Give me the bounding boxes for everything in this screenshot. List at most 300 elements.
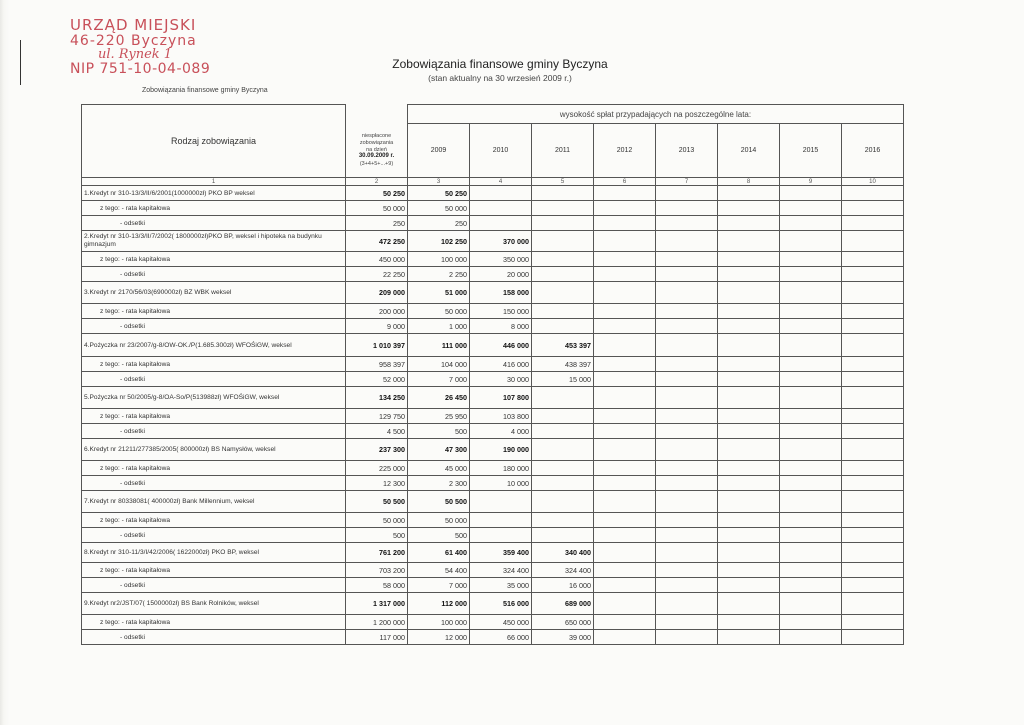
value-cell [656,424,718,439]
table-row-sub [82,357,904,372]
item-sublabel: z tego: - rata kapitałowa [82,513,346,528]
value-cell: 111 000 [408,334,470,357]
table-row-sub [82,319,904,334]
value-cell: 340 400 [532,543,594,563]
value-cell [780,201,842,216]
value-cell: 50 500 [408,491,470,513]
year-header: 2010 [470,124,532,178]
value-cell: 158 000 [470,282,532,304]
value-cell [656,304,718,319]
value-cell [532,319,594,334]
value-cell [718,216,780,231]
value-cell: 100 000 [408,252,470,267]
value-cell [656,357,718,372]
value-cell: 453 397 [532,334,594,357]
value-cell [656,543,718,563]
value-cell [780,578,842,593]
value-cell [470,186,532,201]
item-sublabel: - odsetki [82,319,346,334]
value-cell [718,513,780,528]
column-index-row: 1 2 3 4 5 6 7 8 9 10 [82,178,904,186]
value-cell [842,593,904,615]
table-row-sub [82,630,904,645]
value-cell [842,282,904,304]
table-row-sub [82,304,904,319]
value-cell [842,216,904,231]
value-cell: 50 000 [408,513,470,528]
value-cell: 4 000 [470,424,532,439]
value-cell: 8 000 [470,319,532,334]
value-cell: 15 000 [532,372,594,387]
value-cell [718,528,780,543]
value-cell [842,267,904,282]
table-row-sub [82,372,904,387]
value-cell: 958 397 [346,357,408,372]
value-cell: 9 000 [346,319,408,334]
value-cell [718,439,780,461]
value-cell [780,563,842,578]
value-cell [532,387,594,409]
value-cell [780,387,842,409]
value-cell [718,387,780,409]
value-cell [718,334,780,357]
table-row-sub [82,424,904,439]
value-cell [532,513,594,528]
value-cell [842,372,904,387]
table-row-sub [82,563,904,578]
value-cell: 438 397 [532,357,594,372]
value-cell: 103 800 [470,409,532,424]
table-row-sub [82,252,904,267]
value-cell [594,387,656,409]
table-row-sub [82,201,904,216]
item-sublabel: - odsetki [82,372,346,387]
item-name: 7.Kredyt nr 80338081( 400000zł) Bank Millennium, weksel [82,491,346,513]
value-cell [594,357,656,372]
item-sublabel: - odsetki [82,216,346,231]
value-cell [656,267,718,282]
value-cell [470,491,532,513]
value-cell [842,424,904,439]
value-cell [594,304,656,319]
value-cell [594,563,656,578]
outstanding-header: niespłacone zobowiązania na dzień 30.09.2009 r. (3+4+5+...+9) [346,124,408,178]
value-cell: 102 250 [408,231,470,252]
value-cell [594,439,656,461]
item-name: 1.Kredyt nr 310-13/3/II/6/2001(1000000zł) PKO BP weksel [82,186,346,201]
item-name: 6.Kredyt nr 21211/277385/2005( 800000zł) BS Namysłów, weksel [82,439,346,461]
item-sublabel: z tego: - rata kapitałowa [82,615,346,630]
value-cell [532,282,594,304]
value-cell [842,513,904,528]
value-cell [656,461,718,476]
value-cell [780,231,842,252]
value-cell [780,372,842,387]
value-cell [656,615,718,630]
value-cell [780,528,842,543]
value-cell: 450 000 [346,252,408,267]
value-cell [718,357,780,372]
value-cell: 1 000 [408,319,470,334]
value-cell [532,409,594,424]
value-cell: 45 000 [408,461,470,476]
value-cell [656,231,718,252]
value-cell [780,216,842,231]
stamp-line-3: ul. Rynek 1 [98,47,173,63]
value-cell [656,387,718,409]
table-row-sub [82,409,904,424]
value-cell [594,216,656,231]
value-cell: 47 300 [408,439,470,461]
value-cell [656,513,718,528]
value-cell: 26 450 [408,387,470,409]
value-cell: 250 [346,216,408,231]
table-row-item [82,543,904,563]
value-cell: 703 200 [346,563,408,578]
value-cell [718,186,780,201]
value-cell [656,216,718,231]
group-header: wysokość spłat przypadających na poszczególne lata: [408,105,904,124]
value-cell [532,252,594,267]
value-cell: 35 000 [470,578,532,593]
value-cell: 51 000 [408,282,470,304]
table-row-sub [82,615,904,630]
value-cell: 516 000 [470,593,532,615]
value-cell: 200 000 [346,304,408,319]
value-cell [594,201,656,216]
value-cell [842,439,904,461]
item-sublabel: z tego: - rata kapitałowa [82,409,346,424]
value-cell [594,593,656,615]
table-row-sub [82,528,904,543]
value-cell [532,216,594,231]
value-cell [842,615,904,630]
value-cell: 129 750 [346,409,408,424]
value-cell [842,578,904,593]
value-cell: 150 000 [470,304,532,319]
value-cell: 4 500 [346,424,408,439]
document-subheader: Zobowiązania finansowe gminy Byczyna [142,87,268,94]
value-cell [842,201,904,216]
office-stamp [70,18,210,77]
value-cell: 50 500 [346,491,408,513]
value-cell: 650 000 [532,615,594,630]
value-cell [656,528,718,543]
value-cell: 324 400 [532,563,594,578]
item-name: 4.Pożyczka nr 23/2007/g-8/OW-OK./P(1.685.300zł) WFOŚiGW, weksel [82,334,346,357]
value-cell: 359 400 [470,543,532,563]
value-cell: 50 000 [408,304,470,319]
value-cell: 689 000 [532,593,594,615]
value-cell [718,461,780,476]
item-sublabel: - odsetki [82,578,346,593]
value-cell [594,319,656,334]
value-cell [780,186,842,201]
obligations-table [81,104,904,645]
year-header: 2013 [656,124,718,178]
value-cell: 7 000 [408,372,470,387]
value-cell: 2 250 [408,267,470,282]
value-cell: 50 250 [346,186,408,201]
value-cell [594,252,656,267]
value-cell [842,252,904,267]
value-cell [718,593,780,615]
value-cell: 50 000 [346,513,408,528]
value-cell: 12 300 [346,476,408,491]
item-name: 5.Pożyczka nr 50/2005/g-8/OA-So/P(513988zł) WFOŚiGW, weksel [82,387,346,409]
value-cell [780,267,842,282]
value-cell [842,409,904,424]
item-sublabel: z tego: - rata kapitałowa [82,304,346,319]
value-cell: 500 [408,424,470,439]
value-cell [532,304,594,319]
value-cell [532,461,594,476]
year-header: 2012 [594,124,656,178]
value-cell [718,304,780,319]
value-cell [842,319,904,334]
value-cell: 446 000 [470,334,532,357]
value-cell [594,461,656,476]
value-cell: 30 000 [470,372,532,387]
value-cell: 112 000 [408,593,470,615]
value-cell [470,528,532,543]
table-row-sub [82,216,904,231]
value-cell [594,231,656,252]
value-cell [656,409,718,424]
table-row-sub [82,267,904,282]
item-sublabel: z tego: - rata kapitałowa [82,357,346,372]
value-cell [842,357,904,372]
value-cell [718,543,780,563]
value-cell [594,528,656,543]
value-cell [780,304,842,319]
value-cell: 54 400 [408,563,470,578]
item-sublabel: - odsetki [82,424,346,439]
value-cell [594,409,656,424]
value-cell [532,439,594,461]
value-cell: 50 250 [408,186,470,201]
obligations-body [82,186,904,645]
value-cell [842,563,904,578]
value-cell [842,387,904,409]
value-cell [718,630,780,645]
value-cell [532,201,594,216]
value-cell [780,409,842,424]
item-name: 3.Kredyt nr 2170/56/03(690000zł) BZ WBK weksel [82,282,346,304]
value-cell [532,231,594,252]
stamp-line-1: URZĄD MIEJSKI [70,16,197,34]
value-cell [532,186,594,201]
value-cell [594,615,656,630]
value-cell [718,231,780,252]
value-cell: 1 317 000 [346,593,408,615]
value-cell [656,252,718,267]
document-title: Zobowiązania finansowe gminy Byczyna [392,57,608,71]
value-cell [718,282,780,304]
value-cell [594,513,656,528]
table-row-item [82,439,904,461]
table-row-sub [82,578,904,593]
value-cell [594,334,656,357]
value-cell: 52 000 [346,372,408,387]
value-cell [656,201,718,216]
value-cell [656,282,718,304]
value-cell: 107 800 [470,387,532,409]
value-cell [780,439,842,461]
value-cell [780,593,842,615]
value-cell [842,304,904,319]
value-cell [842,528,904,543]
value-cell [594,491,656,513]
value-cell [594,267,656,282]
value-cell [470,201,532,216]
value-cell [718,491,780,513]
item-sublabel: z tego: - rata kapitałowa [82,252,346,267]
value-cell [470,513,532,528]
year-header: 2015 [780,124,842,178]
item-name: 2.Kredyt nr 310-13/3/II/7/2002( 1800000zł)PKO BP, weksel i hipoteka na budynku gimnazjum [82,231,346,252]
value-cell [842,461,904,476]
value-cell [718,201,780,216]
value-cell [718,267,780,282]
value-cell [656,593,718,615]
value-cell [780,424,842,439]
value-cell [718,424,780,439]
value-cell [532,491,594,513]
document-subtitle: (stan aktualny na 30 wrzesień 2009 r.) [428,73,572,83]
value-cell: 12 000 [408,630,470,645]
value-cell [656,476,718,491]
year-header: 2009 [408,124,470,178]
value-cell [718,409,780,424]
value-cell: 134 250 [346,387,408,409]
value-cell: 22 250 [346,267,408,282]
value-cell [594,476,656,491]
value-cell [842,630,904,645]
value-cell: 472 250 [346,231,408,252]
value-cell [842,231,904,252]
value-cell [718,252,780,267]
value-cell [718,578,780,593]
document-title-block [290,57,710,83]
value-cell [780,252,842,267]
value-cell [780,543,842,563]
value-cell [470,216,532,231]
value-cell [718,615,780,630]
table-row-item [82,186,904,201]
value-cell [656,578,718,593]
value-cell [842,543,904,563]
value-cell: 100 000 [408,615,470,630]
value-cell [594,282,656,304]
value-cell: 50 000 [408,201,470,216]
value-cell [656,186,718,201]
value-cell [594,630,656,645]
value-cell: 324 400 [470,563,532,578]
value-cell [656,439,718,461]
value-cell [780,461,842,476]
margin-mark [20,40,21,85]
value-cell: 450 000 [470,615,532,630]
value-cell [532,267,594,282]
stamp-line-4: NIP 751-10-04-089 [70,61,211,78]
year-header: 2011 [532,124,594,178]
value-cell [842,186,904,201]
item-sublabel: - odsetki [82,476,346,491]
value-cell [594,424,656,439]
value-cell: 117 000 [346,630,408,645]
value-cell [780,615,842,630]
value-cell [780,334,842,357]
item-sublabel: z tego: - rata kapitałowa [82,201,346,216]
value-cell: 370 000 [470,231,532,252]
value-cell: 104 000 [408,357,470,372]
table-row-sub [82,476,904,491]
value-cell [656,334,718,357]
item-sublabel: - odsetki [82,267,346,282]
table-row-item [82,593,904,615]
year-header: 2014 [718,124,780,178]
value-cell: 7 000 [408,578,470,593]
item-sublabel: - odsetki [82,630,346,645]
value-cell [780,357,842,372]
value-cell [656,372,718,387]
value-cell [656,630,718,645]
item-name: 8.Kredyt nr 310-11/3/I/42/2006( 1622000zł) PKO BP, weksel [82,543,346,563]
value-cell [656,563,718,578]
value-cell: 61 400 [408,543,470,563]
table-row-item [82,282,904,304]
value-cell: 237 300 [346,439,408,461]
value-cell: 2 300 [408,476,470,491]
value-cell: 250 [408,216,470,231]
value-cell [532,424,594,439]
value-cell [718,319,780,334]
value-cell: 25 950 [408,409,470,424]
value-cell: 50 000 [346,201,408,216]
value-cell: 500 [408,528,470,543]
year-header: 2016 [842,124,904,178]
value-cell: 39 000 [532,630,594,645]
value-cell [594,578,656,593]
value-cell [780,513,842,528]
value-cell [594,543,656,563]
value-cell [718,476,780,491]
value-cell: 1 200 000 [346,615,408,630]
value-cell: 66 000 [470,630,532,645]
value-cell: 20 000 [470,267,532,282]
value-cell [842,491,904,513]
value-cell [780,476,842,491]
value-cell: 180 000 [470,461,532,476]
stamp-line-2: 46-220 Byczyna [70,32,197,49]
item-sublabel: - odsetki [82,528,346,543]
value-cell [532,476,594,491]
value-cell: 350 000 [470,252,532,267]
table-row-item [82,491,904,513]
value-cell: 500 [346,528,408,543]
value-cell [842,334,904,357]
value-cell: 10 000 [470,476,532,491]
value-cell [656,491,718,513]
value-cell [842,476,904,491]
col-type-header: Rodzaj zobowiązania [82,105,346,178]
item-name: 9.Kredyt nr2/JST/07( 1500000zł) BS Bank Rolników, weksel [82,593,346,615]
value-cell: 190 000 [470,439,532,461]
value-cell [656,319,718,334]
item-sublabel: z tego: - rata kapitałowa [82,563,346,578]
value-cell [532,528,594,543]
